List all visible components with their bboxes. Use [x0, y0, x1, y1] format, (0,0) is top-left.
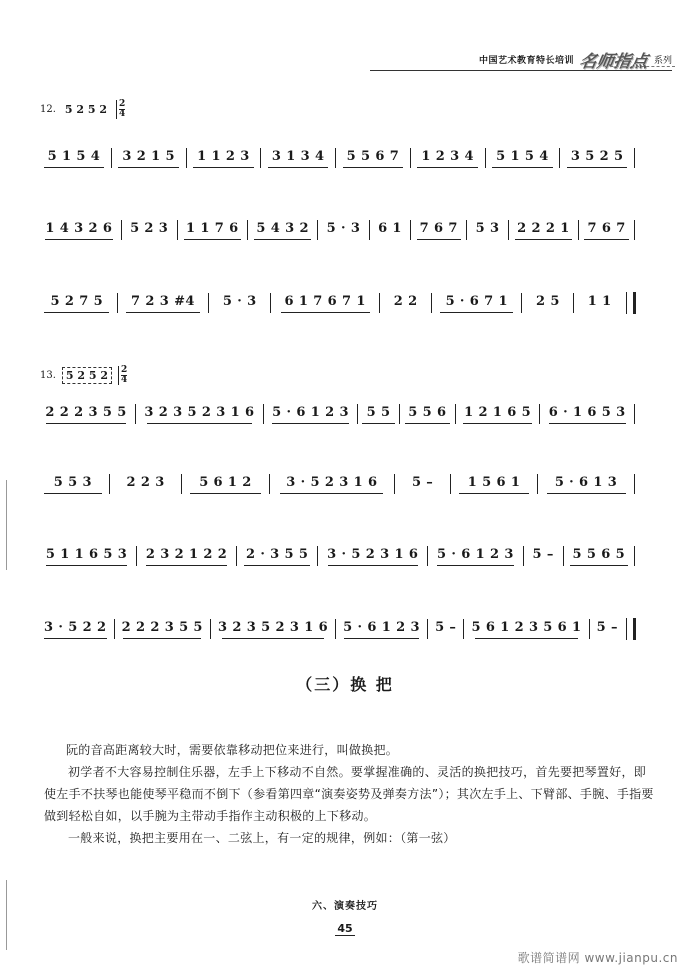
final-barline	[626, 292, 636, 314]
measure: 5 3	[475, 220, 500, 236]
score-line	[38, 404, 636, 424]
measure: 6 1	[378, 220, 402, 236]
measure: 7 6 7	[580, 221, 633, 240]
measure: 5 6 1 2 3 5 6 1	[465, 620, 587, 639]
page-number	[0, 922, 690, 936]
measure: 5 –	[596, 619, 618, 635]
measure: 5 · 3	[326, 220, 361, 236]
measure: 3 2 1 5	[113, 149, 185, 168]
series-label: 系列	[653, 55, 672, 66]
final-barline	[626, 618, 636, 640]
measure: 1 4 3 2 6	[38, 221, 120, 240]
time-signature	[116, 100, 125, 119]
score-line	[38, 220, 636, 240]
exercise-12-heading	[40, 100, 125, 119]
score-line	[38, 618, 636, 640]
measure: 5 –	[435, 619, 457, 635]
measure: 5 –	[411, 474, 434, 490]
measure: 5 5 6	[401, 405, 454, 424]
measure: 7 2 3 #4	[119, 294, 208, 313]
measure: 5 5 6 7	[337, 149, 409, 168]
measure: 5 · 6 7 1	[433, 294, 520, 313]
measure: 5 5 3	[38, 475, 108, 494]
measure: 5 2 7 5	[38, 294, 116, 313]
score-line	[38, 292, 636, 314]
measure: 6 · 1 6 5 3	[541, 405, 633, 424]
series-name: 中国艺术教育特长培训	[478, 55, 574, 66]
site-watermark: 歌谱简谱网 www.jianpu.cn	[517, 951, 678, 965]
measure: 3 2 3 5 2 3 1 6	[137, 405, 262, 424]
paragraph: 初学者不大容易控制住乐器，左手上下移动不自然。要掌握准确的、灵活的换把技巧，首先要把琴置好，即使左手不扶琴也能使琴平稳而不倒下（参看第四章“演奏姿势及弹奏方法”）；其次左手上、下臂部、手腕、手指要做到轻松自如，以手腕为主带动手指作主动积极的上下移动。	[44, 765, 654, 823]
exercise-13-heading	[40, 366, 127, 385]
measure: 5 1 5 4	[38, 149, 110, 168]
measure: 5 1 1 6 5 3	[38, 547, 135, 566]
measure: 5 4 3 2	[249, 221, 316, 240]
measure: 5 6 1 2	[183, 475, 267, 494]
time-signature-bottom: 4	[119, 109, 126, 119]
time-signature	[118, 366, 127, 385]
exercise-number: 12.	[40, 104, 56, 115]
measure: 2 2 2 3 5 5	[38, 405, 134, 424]
measure: 7 6 7	[412, 221, 465, 240]
score-line	[38, 546, 636, 566]
measure: 2 2 2 1	[510, 221, 577, 240]
brand-logo: 名师指点	[577, 51, 650, 72]
measure: 3 2 3 5 2 3 1 6	[212, 620, 334, 639]
header-rule	[370, 70, 672, 71]
binding-mark	[6, 880, 7, 950]
measure: 3 · 5 2 3 1 6	[271, 475, 394, 494]
time-signature-top: 2	[121, 365, 128, 375]
score-line	[38, 148, 636, 168]
section-title: （三）换 把	[296, 675, 394, 694]
measure: 3 · 5 2 3 1 6	[319, 547, 426, 566]
measure: 5 5 6 5	[565, 547, 633, 566]
chapter-footer: 六、演奏技巧	[312, 901, 378, 912]
paragraph: 阮的音高距离较大时，需要依靠移动把位来进行，叫做换把。	[66, 743, 399, 757]
binding-mark	[6, 480, 7, 570]
measure: 2 · 3 5 5	[238, 547, 316, 566]
measure: 5 –	[532, 546, 554, 562]
page-number-text: 45	[337, 922, 353, 935]
tuning-label: 5 2 5 2	[64, 103, 108, 116]
measure: 1 2 3 4	[412, 149, 484, 168]
measure: 1 1 2 3	[188, 149, 260, 168]
measure: 5 2 3	[130, 220, 169, 236]
measure: 5 · 3	[222, 293, 257, 309]
exercise-number: 13.	[40, 370, 56, 381]
measure: 2 3 2 1 2 2	[138, 547, 235, 566]
measure: 1 1 7 6	[179, 221, 246, 240]
measure: 2 2 3	[126, 474, 165, 490]
body-text	[44, 739, 656, 849]
measure: 3 · 5 2 2	[38, 620, 113, 639]
measure: 5 · 6 1 2 3	[429, 547, 522, 566]
time-signature-top: 2	[119, 99, 126, 109]
measure: 1 2 1 6 5	[457, 405, 539, 424]
measure: 1 1	[587, 293, 612, 309]
measure: 3 1 3 4	[262, 149, 334, 168]
paragraph: 一般来说，换把主要用在一、二弦上，有一定的规律，例如：（第一弦）	[68, 831, 456, 845]
measure: 5 1 5 4	[487, 149, 559, 168]
measure: 5 · 6 1 3	[539, 475, 633, 494]
measure: 1 5 6 1	[452, 475, 536, 494]
tuning-label: 5 2 5 2	[62, 367, 112, 384]
time-signature-bottom: 4	[121, 375, 128, 385]
measure: 2 2	[393, 293, 418, 309]
measure: 5 5	[359, 405, 398, 424]
measure: 2 5	[535, 293, 560, 309]
measure: 3 5 2 5	[561, 149, 633, 168]
measure: 6 1 7 6 7 1	[272, 294, 378, 313]
measure: 2 2 2 3 5 5	[116, 620, 209, 639]
measure: 5 · 6 1 2 3	[265, 405, 357, 424]
measure: 5 · 6 1 2 3	[337, 620, 426, 639]
page-header	[479, 46, 672, 72]
header-rule-dashed	[605, 66, 675, 67]
score-line	[38, 474, 636, 494]
